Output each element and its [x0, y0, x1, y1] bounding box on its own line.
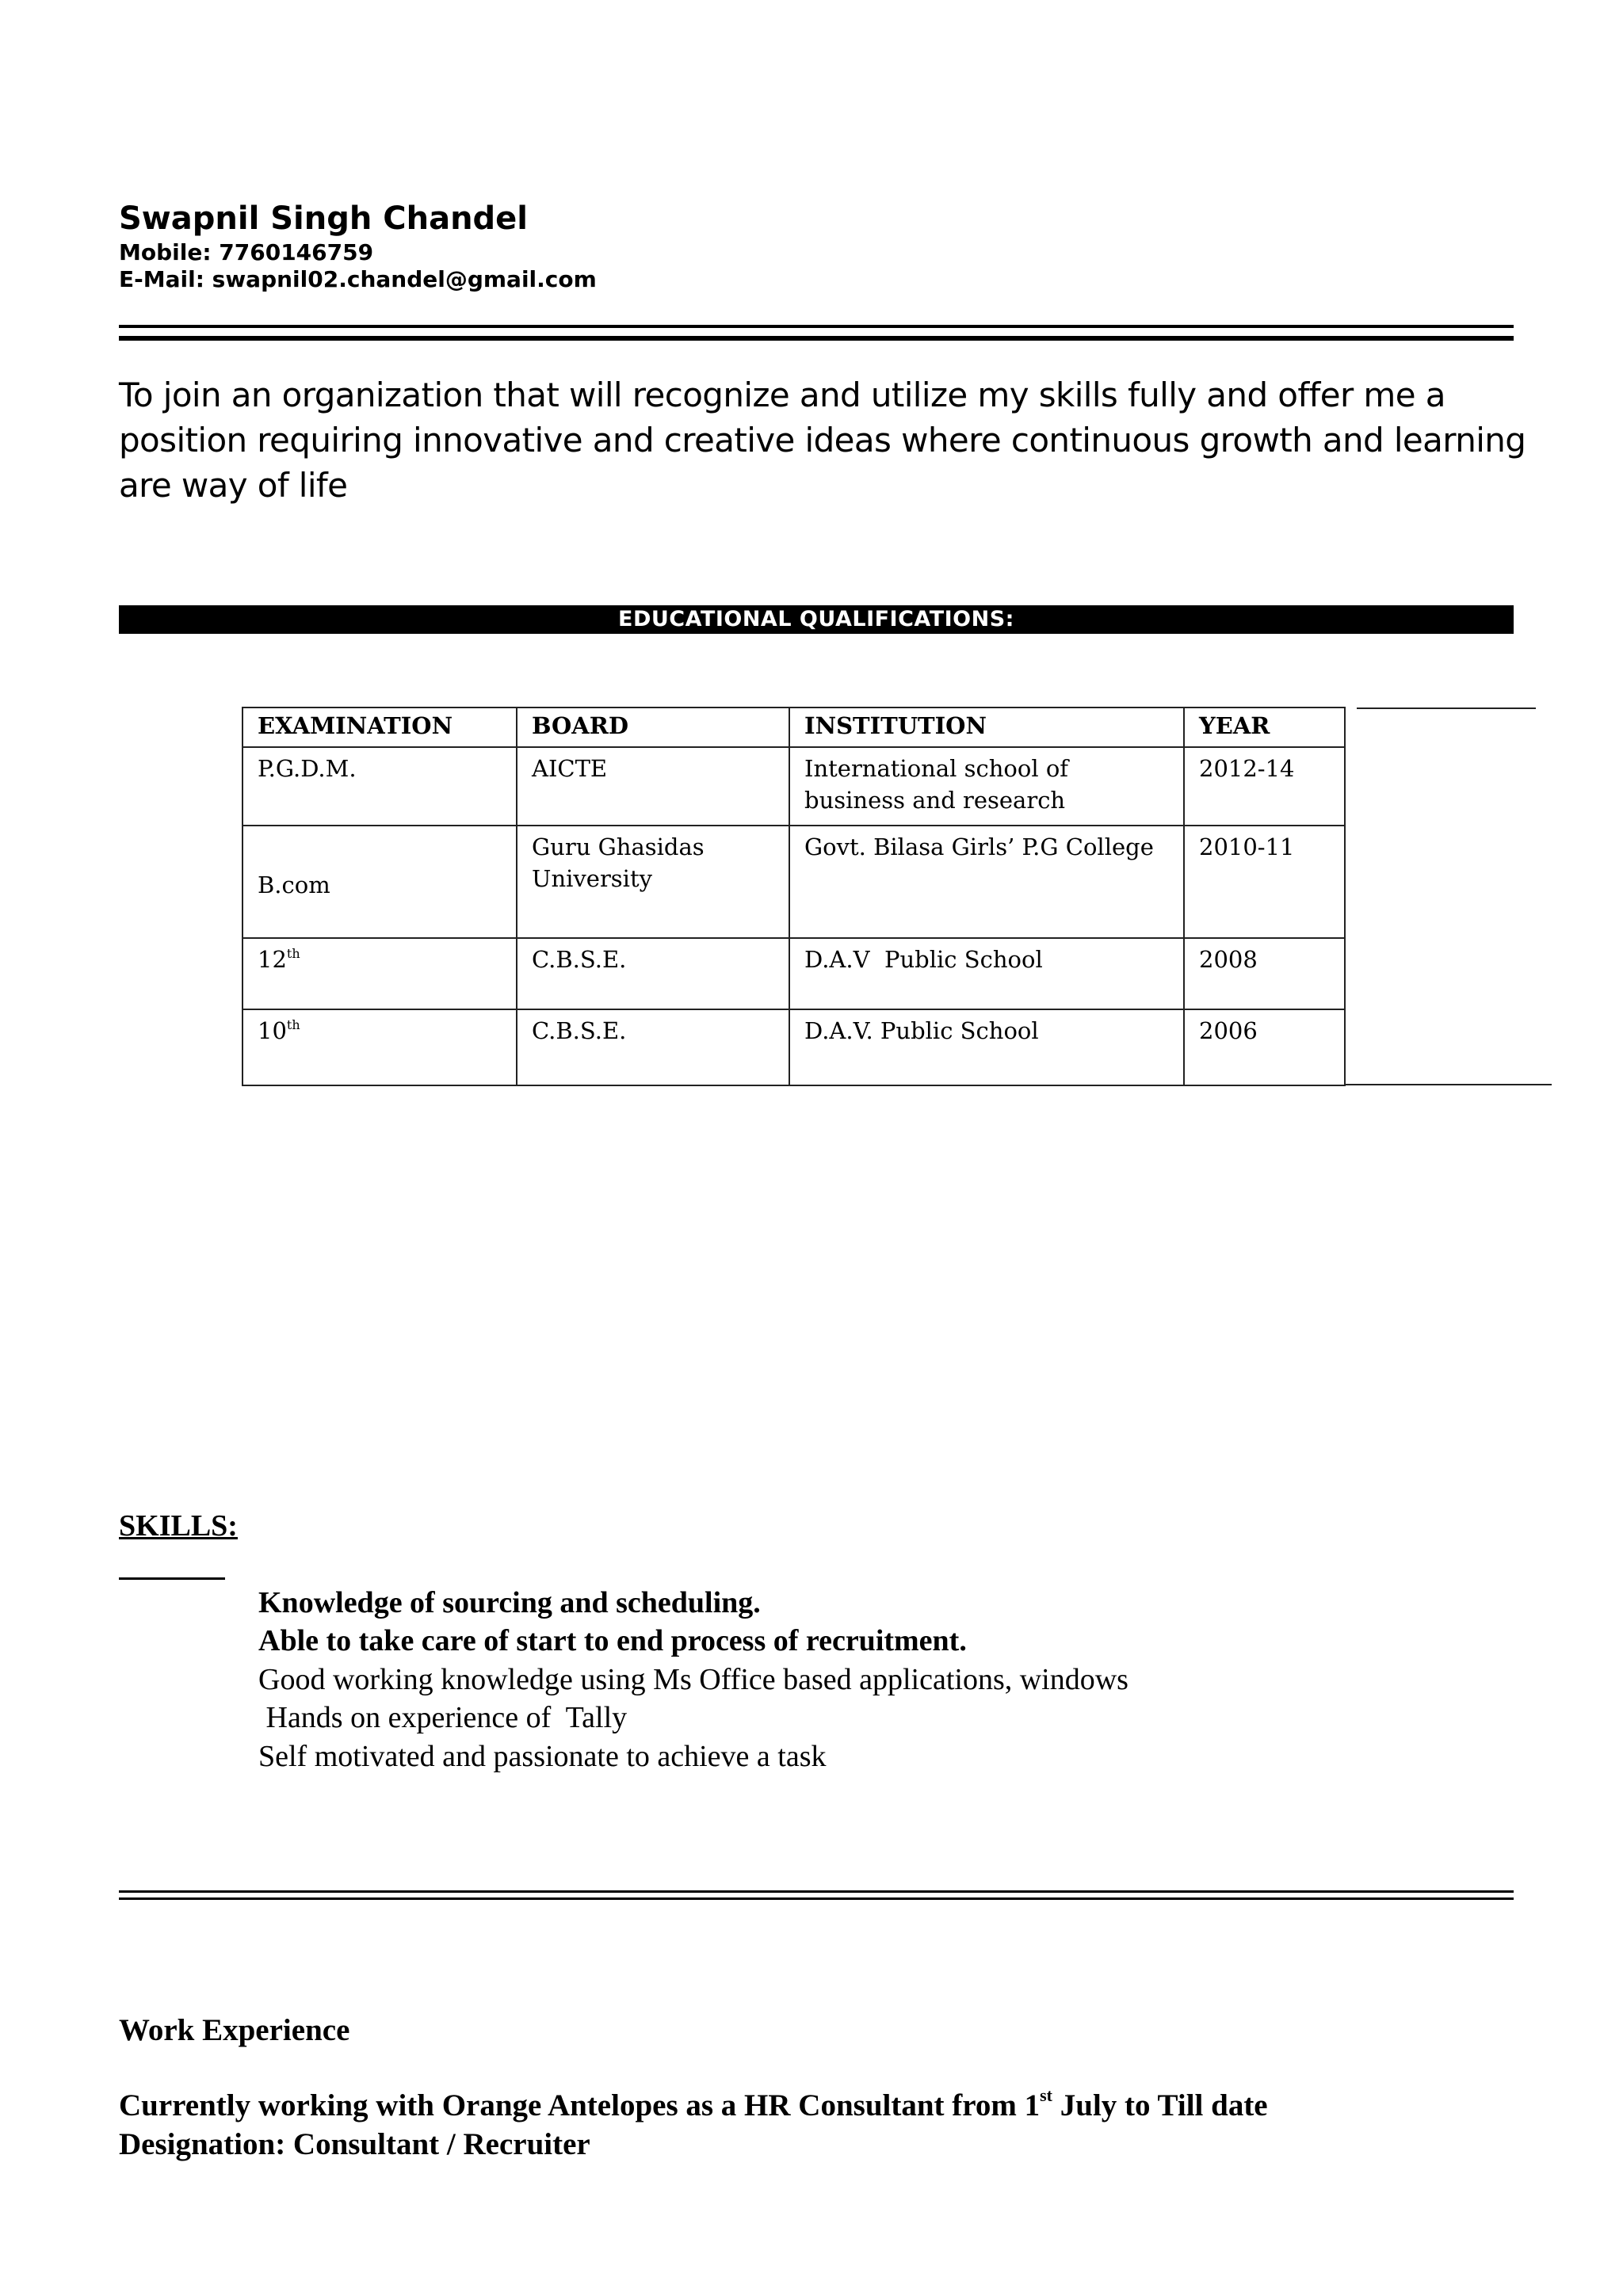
- cell-institution: International school of business and research: [789, 747, 1184, 826]
- skill-item: Self motivated and passionate to achieve a task: [258, 1740, 827, 1773]
- cell-year: 2006: [1184, 1009, 1345, 1085]
- cell-board: Guru Ghasidas University: [517, 826, 789, 938]
- skill-item: Hands on experience of Tally: [258, 1701, 628, 1734]
- ordinal-suffix: th: [286, 1017, 300, 1032]
- table-row: [242, 826, 1345, 938]
- column-header-board: BOARD: [517, 707, 789, 747]
- cell-board: AICTE: [517, 747, 789, 826]
- table-row: [242, 938, 1345, 1009]
- skills-heading: SKILLS:: [119, 1509, 238, 1543]
- cell-board: C.B.S.E.: [517, 1009, 789, 1085]
- table-header-row: [242, 707, 1345, 747]
- table-side-line-bottom: [1344, 1084, 1552, 1085]
- candidate-name: Swapnil Singh Chandel: [119, 200, 529, 237]
- table-side-line-top: [1357, 707, 1536, 709]
- skills-heading-underline: [119, 1577, 225, 1580]
- current-employment: Currently working with Orange Antelopes as a HR Consultant from 1st July to Till date: [119, 2085, 1268, 2122]
- work-experience-heading: Work Experience: [119, 2013, 350, 2047]
- cell-year: 2012-14: [1184, 747, 1345, 826]
- cell-institution: D.A.V Public School: [789, 938, 1184, 1009]
- table-row: [242, 747, 1345, 826]
- cell-exam: B.com: [242, 826, 517, 938]
- section-divider-upper: [119, 1890, 1514, 1893]
- cell-exam: 12th: [242, 938, 517, 1009]
- career-objective: To join an organization that will recognize and utilize my skills fully and offer me a position requiring innovative and creative ideas where continuous growth and learning are way of life: [119, 376, 1526, 505]
- education-section-title: EDUCATIONAL QUALIFICATIONS:: [119, 605, 1514, 634]
- column-header-institution: INSTITUTION: [789, 707, 1184, 747]
- cell-exam: P.G.D.M.: [242, 747, 517, 826]
- ordinal-suffix: th: [286, 946, 300, 961]
- designation: Designation: Consultant / Recruiter: [119, 2127, 590, 2161]
- cell-institution: D.A.V. Public School: [789, 1009, 1184, 1085]
- column-header-examination: EXAMINATION: [242, 707, 517, 747]
- section-divider-lower: [119, 1897, 1514, 1900]
- education-table: [242, 707, 1346, 1086]
- cell-institution: Govt. Bilasa Girls’ P.G College: [789, 826, 1184, 938]
- mobile-number: Mobile: 7760146759: [119, 239, 374, 265]
- ordinal-suffix: st: [1040, 2085, 1052, 2105]
- skill-item: Knowledge of sourcing and scheduling.: [258, 1586, 761, 1619]
- table-row: [242, 1009, 1345, 1085]
- cell-exam: 10th: [242, 1009, 517, 1085]
- column-header-year: YEAR: [1184, 707, 1345, 747]
- cell-board: C.B.S.E.: [517, 938, 789, 1009]
- header-divider-thin: [119, 325, 1514, 328]
- skill-item: Good working knowledge using Ms Office based applications, windows: [258, 1663, 1128, 1696]
- email-address: E-Mail: swapnil02.chandel@gmail.com: [119, 266, 597, 292]
- header-divider-thick: [119, 336, 1514, 341]
- cell-year: 2008: [1184, 938, 1345, 1009]
- skill-item: Able to take care of start to end process of recruitment.: [258, 1624, 967, 1657]
- cell-year: 2010-11: [1184, 826, 1345, 938]
